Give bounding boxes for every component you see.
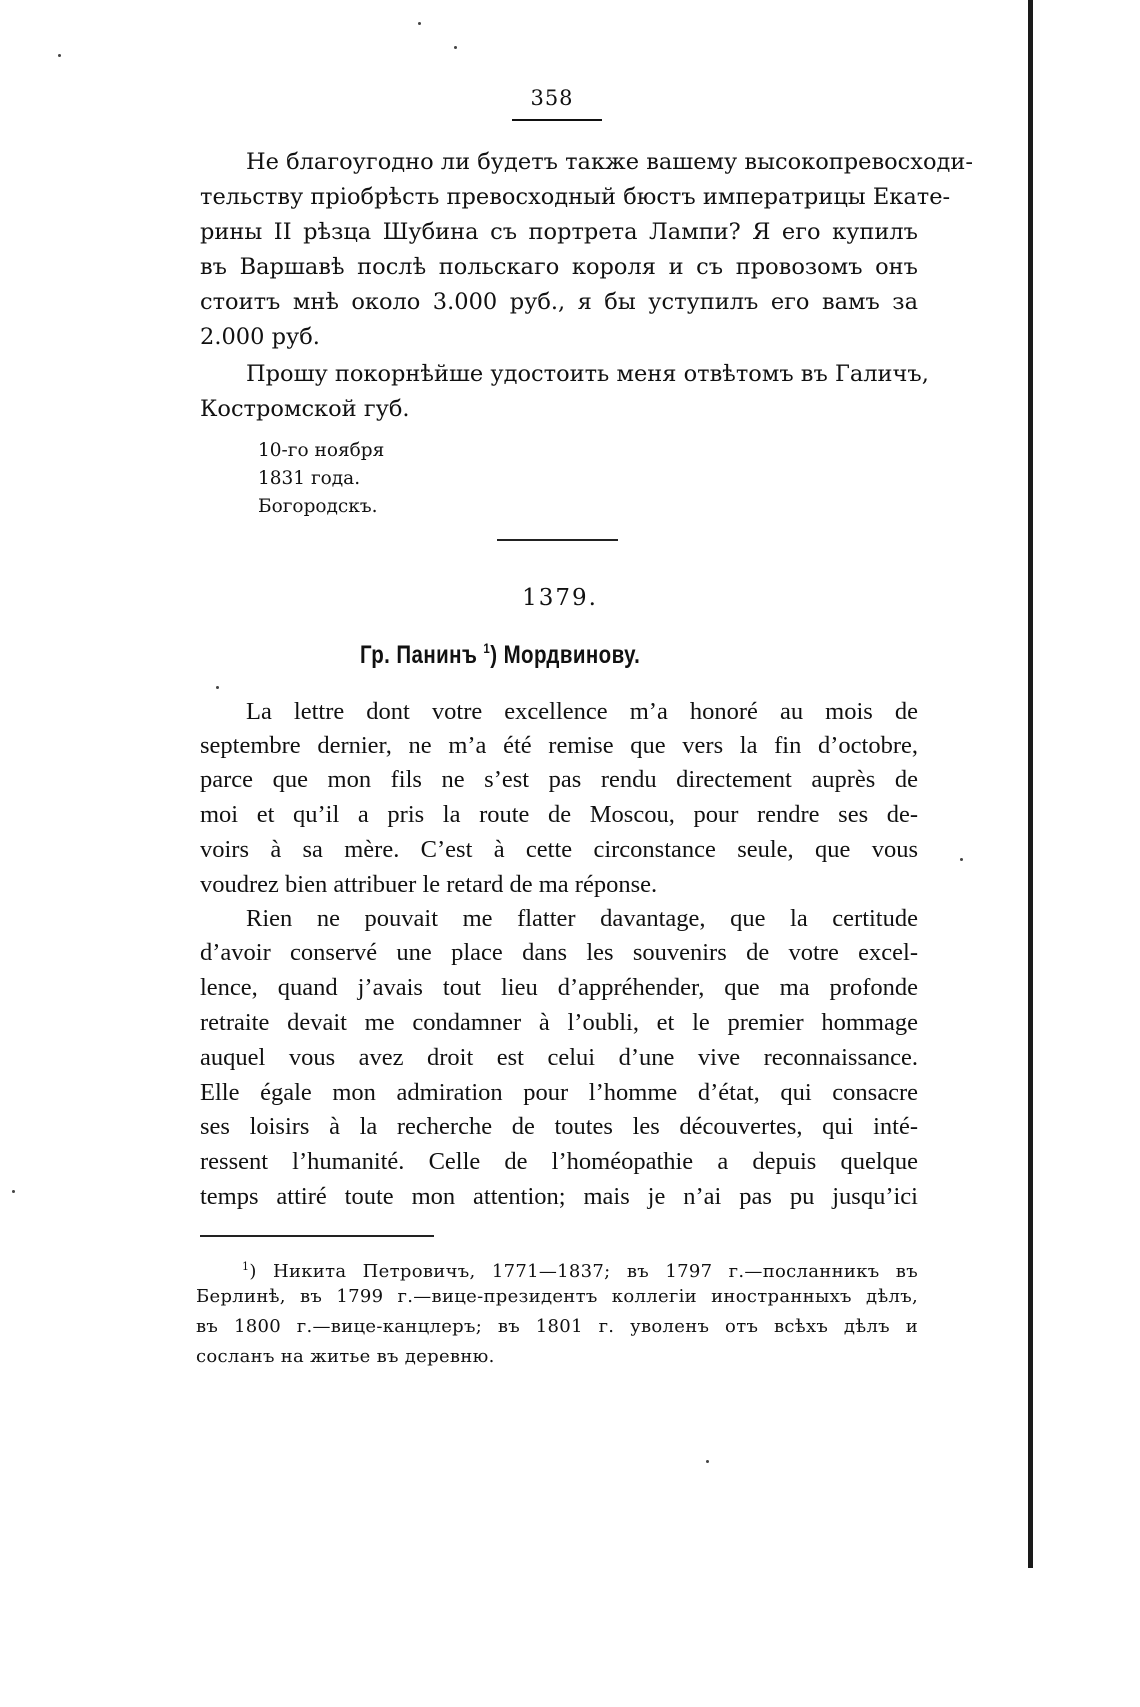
text-line: d’avoir conservé une place dans les souvenirs de votre excel- — [200, 939, 918, 966]
text-line: auquel vous avez droit est celui d’une vive reconnaissance. — [200, 1044, 918, 1071]
text-line: Прошу покорнѣйше удостоить меня отвѣтомъ въ Галичъ, — [246, 361, 929, 387]
text-line: ses loisirs à la recherche de toutes les découvertes, qui inté- — [200, 1113, 918, 1140]
page-number-underline — [512, 119, 602, 121]
footnote-mark: 1 — [242, 1260, 250, 1273]
text-line: septembre dernier, ne m’a été remise que vers la fin d’octobre, — [200, 732, 918, 759]
letter-number: 1379. — [522, 585, 598, 611]
text-line: Костромской губ. — [200, 396, 410, 422]
heading-sender: Гр. Панинъ — [360, 641, 478, 669]
text-line: lence, quand j’avais tout lieu d’appréhender, que ma profonde — [200, 974, 918, 1001]
date-line: 10-го ноября — [258, 440, 385, 461]
section-separator — [497, 539, 618, 541]
text-line: Rien ne pouvait me flatter davantage, que la certitude — [246, 905, 918, 932]
text-line: moi et qu’il a pris la route de Moscou, pour rendre ses de- — [200, 801, 918, 828]
footnote-rule — [200, 1235, 434, 1237]
footnote-text: ) Никита Петровичъ, 1771—1837; въ 1797 г.—посланникъ въ — [249, 1261, 918, 1282]
footnote-marker: 1 — [483, 640, 491, 656]
text-line: temps attiré toute mon attention; mais je n’ai pas pu jusqu’ici — [200, 1183, 918, 1210]
text-line: La lettre dont votre excellence m’a honoré au mois de — [246, 698, 918, 725]
text-line: стоитъ мнѣ около 3.000 руб., я бы уступилъ его вамъ за — [200, 289, 918, 315]
scan-speck — [216, 686, 219, 689]
scan-edge-shadow — [1028, 0, 1033, 1568]
scan-speck — [12, 1190, 15, 1193]
text-line: voirs à sa mère. C’est à cette circonstance seule, que vous — [200, 836, 918, 863]
text-line: 2.000 руб. — [200, 324, 320, 350]
letter-heading — [360, 640, 688, 670]
place-line: Богородскъ. — [258, 496, 378, 517]
scan-speck — [418, 22, 421, 25]
footnote-line: въ 1800 г.—вице-канцлеръ; въ 1801 г. уволенъ отъ всѣхъ дѣлъ и — [196, 1316, 918, 1337]
scan-speck — [454, 46, 457, 49]
footnote-line: сосланъ на житье въ деревню. — [196, 1346, 495, 1367]
heading-recipient: ) Мордвинову. — [490, 641, 641, 669]
text-line: parce que mon fils ne s’est pas rendu directement auprès de — [200, 766, 918, 793]
text-line: retraite devait me condamner à l’oubli, et le premier hommage — [200, 1009, 918, 1036]
page-number: 358 — [530, 86, 574, 110]
scan-speck — [58, 54, 61, 57]
text-line: тельству пріобрѣсть превосходный бюстъ императрицы Екате- — [200, 184, 951, 210]
text-line: voudrez bien attribuer le retard de ma réponse. — [200, 871, 658, 898]
text-line: Elle égale mon admiration pour l’homme d’état, qui consacre — [200, 1079, 918, 1106]
date-line: 1831 года. — [258, 468, 361, 489]
scan-speck — [960, 858, 963, 861]
scan-speck — [706, 1460, 709, 1463]
text-line: Не благоугодно ли будетъ также вашему высокопревосходи- — [246, 149, 973, 175]
text-line: ressent l’humanité. Celle de l’homéopathie a depuis quelque — [200, 1148, 918, 1175]
text-line: въ Варшавѣ послѣ польскаго короля и съ провозомъ онъ — [200, 254, 918, 280]
footnote-line: Берлинѣ, въ 1799 г.—вице-президентъ коллегіи иностранныхъ дѣлъ, — [196, 1286, 918, 1307]
text-line: рины II рѣзца Шубина съ портрета Лампи? Я его купилъ — [200, 219, 918, 245]
